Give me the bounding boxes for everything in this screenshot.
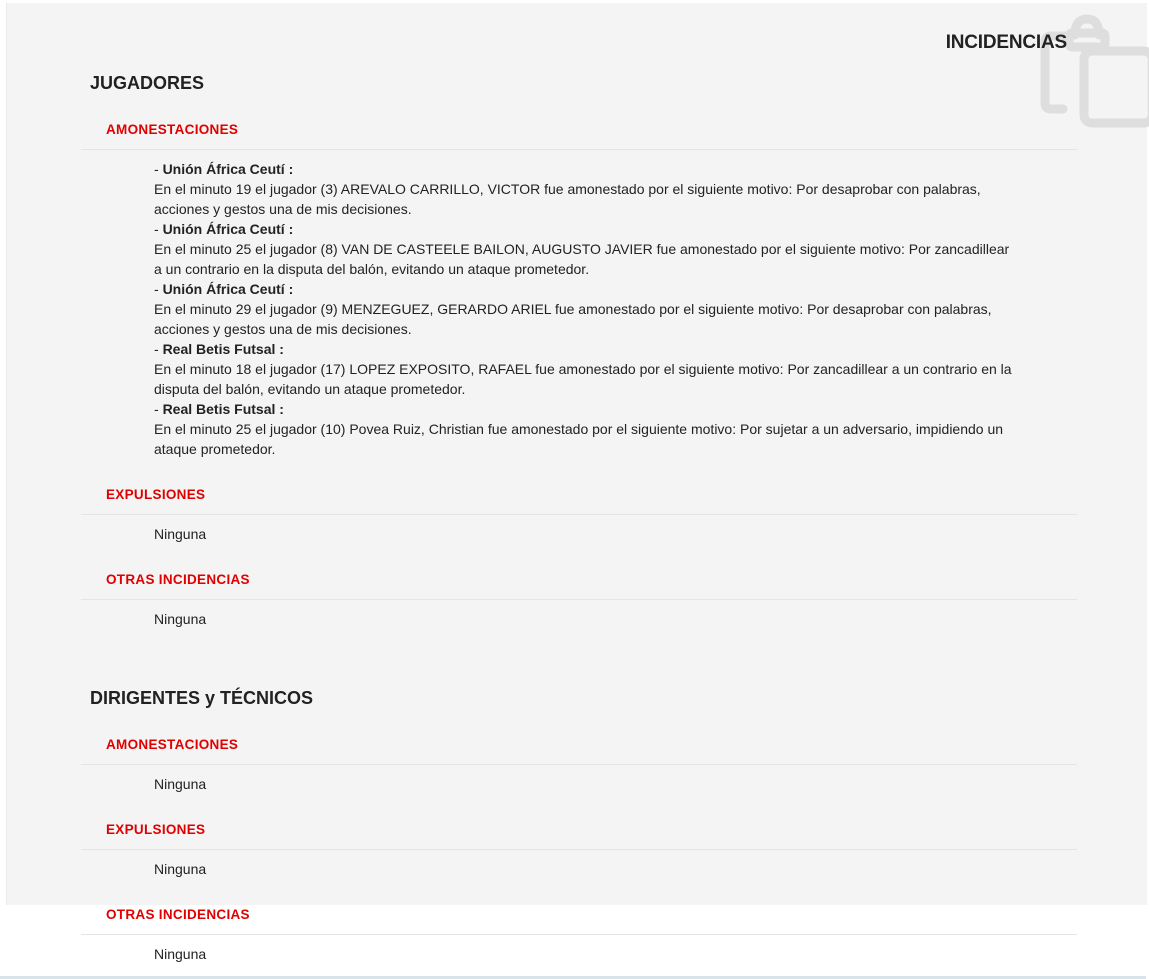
jugadores-title: JUGADORES <box>90 73 205 93</box>
incident-text: En el minuto 19 el jugador (3) AREVALO CARRILLO, VICTOR fue amonestado por el siguiente motivo: Por desaprobar con palabras, acciones y gestos una de mis decisiones. <box>154 181 981 217</box>
team-name: Unión África Ceutí : <box>162 281 294 297</box>
incident-text: En el minuto 18 el jugador (17) LOPEZ EXPOSITO, RAFAEL fue amonestado por el siguiente motivo: Por zancadillear a un contrario en la disputa del balón, evitando un ataque prometedor. <box>154 361 1012 397</box>
jugadores-otras-value: Ninguna <box>154 611 207 627</box>
jugadores-expulsiones-heading: EXPULSIONES <box>81 474 1077 515</box>
list-item <box>154 339 1017 399</box>
jugadores-otras-heading: OTRAS INCIDENCIAS <box>81 559 1077 600</box>
jugadores-amonestaciones-list <box>81 150 1077 474</box>
jugadores-amonestaciones-heading: AMONESTACIONES <box>81 109 1077 150</box>
dirigentes-otras-heading: OTRAS INCIDENCIAS <box>81 894 1077 935</box>
entry-prefix: - <box>154 221 163 237</box>
list-item <box>154 219 1017 279</box>
jugadores-expulsiones-value: Ninguna <box>154 526 207 542</box>
dirigentes-expulsiones-value: Ninguna <box>154 861 207 877</box>
team-name: Real Betis Futsal : <box>162 401 284 417</box>
dirigentes-otras-value: Ninguna <box>154 946 207 962</box>
entry-prefix: - <box>154 281 163 297</box>
page-title: INCIDENCIAS <box>945 32 1067 53</box>
dirigentes-title: DIRIGENTES y TÉCNICOS <box>90 688 314 708</box>
list-item <box>154 399 1017 459</box>
entry-prefix: - <box>154 401 163 417</box>
team-name: Unión África Ceutí : <box>162 161 294 177</box>
incident-text: En el minuto 25 el jugador (10) Povea Ruiz, Christian fue amonestado por el siguiente motivo: Por sujetar a un adversario, impidiendo un ataque prometedor. <box>154 421 1004 457</box>
entry-prefix: - <box>154 161 163 177</box>
incidencias-content <box>81 3 1077 979</box>
team-name: Real Betis Futsal : <box>162 341 284 357</box>
entry-prefix: - <box>154 341 163 357</box>
list-item <box>154 279 1017 339</box>
dirigentes-expulsiones-heading: EXPULSIONES <box>81 809 1077 850</box>
dirigentes-amonestaciones-heading: AMONESTACIONES <box>81 724 1077 765</box>
list-item <box>154 159 1017 219</box>
incidencias-panel <box>6 3 1147 962</box>
incident-text: En el minuto 29 el jugador (9) MENZEGUEZ, GERARDO ARIEL fue amonestado por el siguiente motivo: Por desaprobar con palabras, acciones y gestos una de mis decisiones. <box>154 301 992 337</box>
dirigentes-amonestaciones-value: Ninguna <box>154 776 207 792</box>
team-name: Unión África Ceutí : <box>162 221 294 237</box>
incident-text: En el minuto 25 el jugador (8) VAN DE CASTEELE BAILON, AUGUSTO JAVIER fue amonestado por el siguiente motivo: Por zancadillear a un contrario en la disputa del balón, evitando un ataque prometedor. <box>154 241 1010 277</box>
